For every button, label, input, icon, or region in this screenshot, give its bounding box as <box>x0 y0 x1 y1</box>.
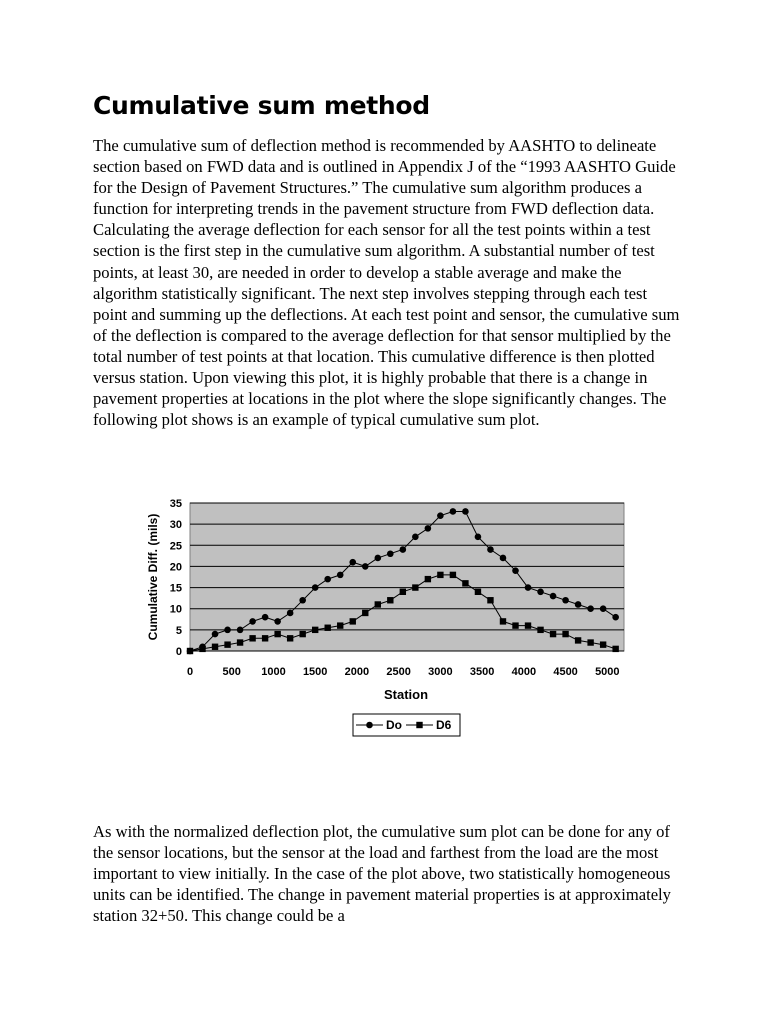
y-tick-30: 30 <box>169 519 182 532</box>
x-tick-1000: 1000 <box>261 666 286 678</box>
point-d6-4 <box>237 639 243 645</box>
point-do-34 <box>612 614 619 621</box>
point-do-24 <box>487 546 494 553</box>
point-d6-10 <box>312 627 318 633</box>
y-tick-5: 5 <box>175 624 182 637</box>
x-tick-4500: 4500 <box>553 666 578 678</box>
point-do-19 <box>425 525 432 532</box>
section-heading: Cumulative sum method <box>93 91 430 120</box>
legend-marker-d6 <box>416 722 422 728</box>
y-tick-35: 35 <box>169 498 182 510</box>
point-d6-18 <box>412 584 418 590</box>
point-d6-20 <box>437 572 443 578</box>
point-d6-22 <box>462 580 468 586</box>
x-tick-4000: 4000 <box>511 666 537 678</box>
point-d6-25 <box>500 618 506 624</box>
point-do-31 <box>575 601 582 608</box>
plot-area <box>190 503 624 651</box>
point-d6-6 <box>262 635 268 641</box>
point-d6-8 <box>287 635 293 641</box>
point-do-32 <box>587 605 594 612</box>
x-tick-labels <box>187 666 620 678</box>
y-tick-10: 10 <box>169 603 182 616</box>
point-do-7 <box>274 618 281 625</box>
point-do-30 <box>562 597 569 604</box>
discussion-paragraph: As with the normalized deflection plot, the cumulative sum plot can be done for any of the sensor locations, but the sensor at the load and farthest from the load are the most important to view initially. In the case of the plot above, two statistically homogeneous units can be identified. The change in pavement material properties is at approximately station 32+50. This change could be a <box>93 822 671 926</box>
point-do-17 <box>400 546 407 553</box>
point-do-25 <box>500 555 507 562</box>
point-do-10 <box>312 584 319 591</box>
point-do-26 <box>512 567 519 574</box>
point-d6-28 <box>537 627 543 633</box>
point-d6-21 <box>450 572 456 578</box>
point-d6-32 <box>587 639 593 645</box>
point-do-12 <box>337 572 344 579</box>
legend-label-d6: D6 <box>436 718 452 732</box>
intro-paragraph: The cumulative sum of deflection method is recommended by AASHTO to delineate section based on FWD data and is outlined in Appendix J of the “1993 AASHTO Guide for the Design of Pavement Structures.” The cumulative sum algorithm produces a function for interpreting trends in the pavement structure from FWD deflection data. Calculating the average deflection for each sensor for all the test points within a test section is the first step in the cumulative sum algorithm. A substantial number of test points, at least 30, are needed in order to develop a stable average and make the algorithm statistically significant. The next step involves stepping through each test point and summing up the deflections. At each test point and sensor, the cumulative sum of the deflection is compared to the average deflection for that sensor multiplied by the total number of test points at that location. This cumulative difference is then plotted versus station. Upon viewing this plot, it is highly probable that there is a change in pavement properties at locations in the plot where the slope significantly changes. The following plot shows is an example of typical cumulative sum plot. <box>93 136 680 430</box>
point-d6-14 <box>362 610 368 616</box>
point-do-13 <box>349 559 356 566</box>
point-d6-19 <box>425 576 431 582</box>
x-tick-500: 500 <box>222 666 241 678</box>
point-do-16 <box>387 550 394 557</box>
x-tick-2500: 2500 <box>386 666 411 678</box>
point-d6-5 <box>249 635 255 641</box>
x-tick-5000: 5000 <box>595 666 620 678</box>
y-axis-label: Cumulative Diff. (mils) <box>146 513 160 641</box>
x-axis-label: Station <box>383 687 429 702</box>
point-d6-27 <box>525 622 531 628</box>
point-d6-12 <box>337 622 343 628</box>
point-do-3 <box>224 627 231 634</box>
x-tick-3500: 3500 <box>469 666 495 678</box>
x-tick-0: 0 <box>186 666 194 678</box>
point-d6-16 <box>387 597 393 603</box>
point-d6-11 <box>325 625 331 631</box>
point-d6-13 <box>350 618 356 624</box>
point-do-18 <box>412 534 419 541</box>
point-d6-15 <box>375 601 381 607</box>
point-do-5 <box>249 618 256 625</box>
point-d6-31 <box>575 637 581 643</box>
legend <box>353 714 460 736</box>
point-do-9 <box>299 597 306 604</box>
point-do-14 <box>362 563 369 570</box>
point-do-28 <box>537 589 544 596</box>
point-d6-3 <box>224 641 230 647</box>
cumulative-sum-chart <box>140 493 630 743</box>
legend-label-do: Do <box>386 718 402 732</box>
point-d6-9 <box>299 631 305 637</box>
y-tick-0: 0 <box>175 646 182 658</box>
point-do-15 <box>374 555 381 562</box>
point-do-27 <box>525 584 532 591</box>
y-tick-25: 25 <box>169 540 182 553</box>
point-do-29 <box>550 593 557 600</box>
legend-marker-do <box>366 722 373 729</box>
point-d6-24 <box>487 597 493 603</box>
point-do-11 <box>324 576 331 583</box>
point-d6-2 <box>212 644 218 650</box>
point-do-21 <box>450 508 457 515</box>
point-do-2 <box>212 631 219 638</box>
point-d6-29 <box>550 631 556 637</box>
y-tick-15: 15 <box>169 582 182 595</box>
point-do-20 <box>437 512 444 519</box>
y-tick-20: 20 <box>169 561 182 574</box>
x-tick-2000: 2000 <box>344 666 370 678</box>
y-tick-labels <box>170 498 182 658</box>
point-d6-26 <box>512 622 518 628</box>
point-do-6 <box>262 614 269 621</box>
point-do-8 <box>287 610 294 617</box>
x-tick-3000: 3000 <box>428 666 453 678</box>
point-do-33 <box>600 605 607 612</box>
point-d6-33 <box>600 641 606 647</box>
x-tick-1500: 1500 <box>302 666 328 678</box>
point-d6-17 <box>400 589 406 595</box>
point-d6-23 <box>475 589 481 595</box>
point-d6-30 <box>562 631 568 637</box>
point-do-23 <box>475 534 482 541</box>
point-d6-7 <box>274 631 280 637</box>
point-do-22 <box>462 508 469 515</box>
point-do-4 <box>237 627 244 634</box>
